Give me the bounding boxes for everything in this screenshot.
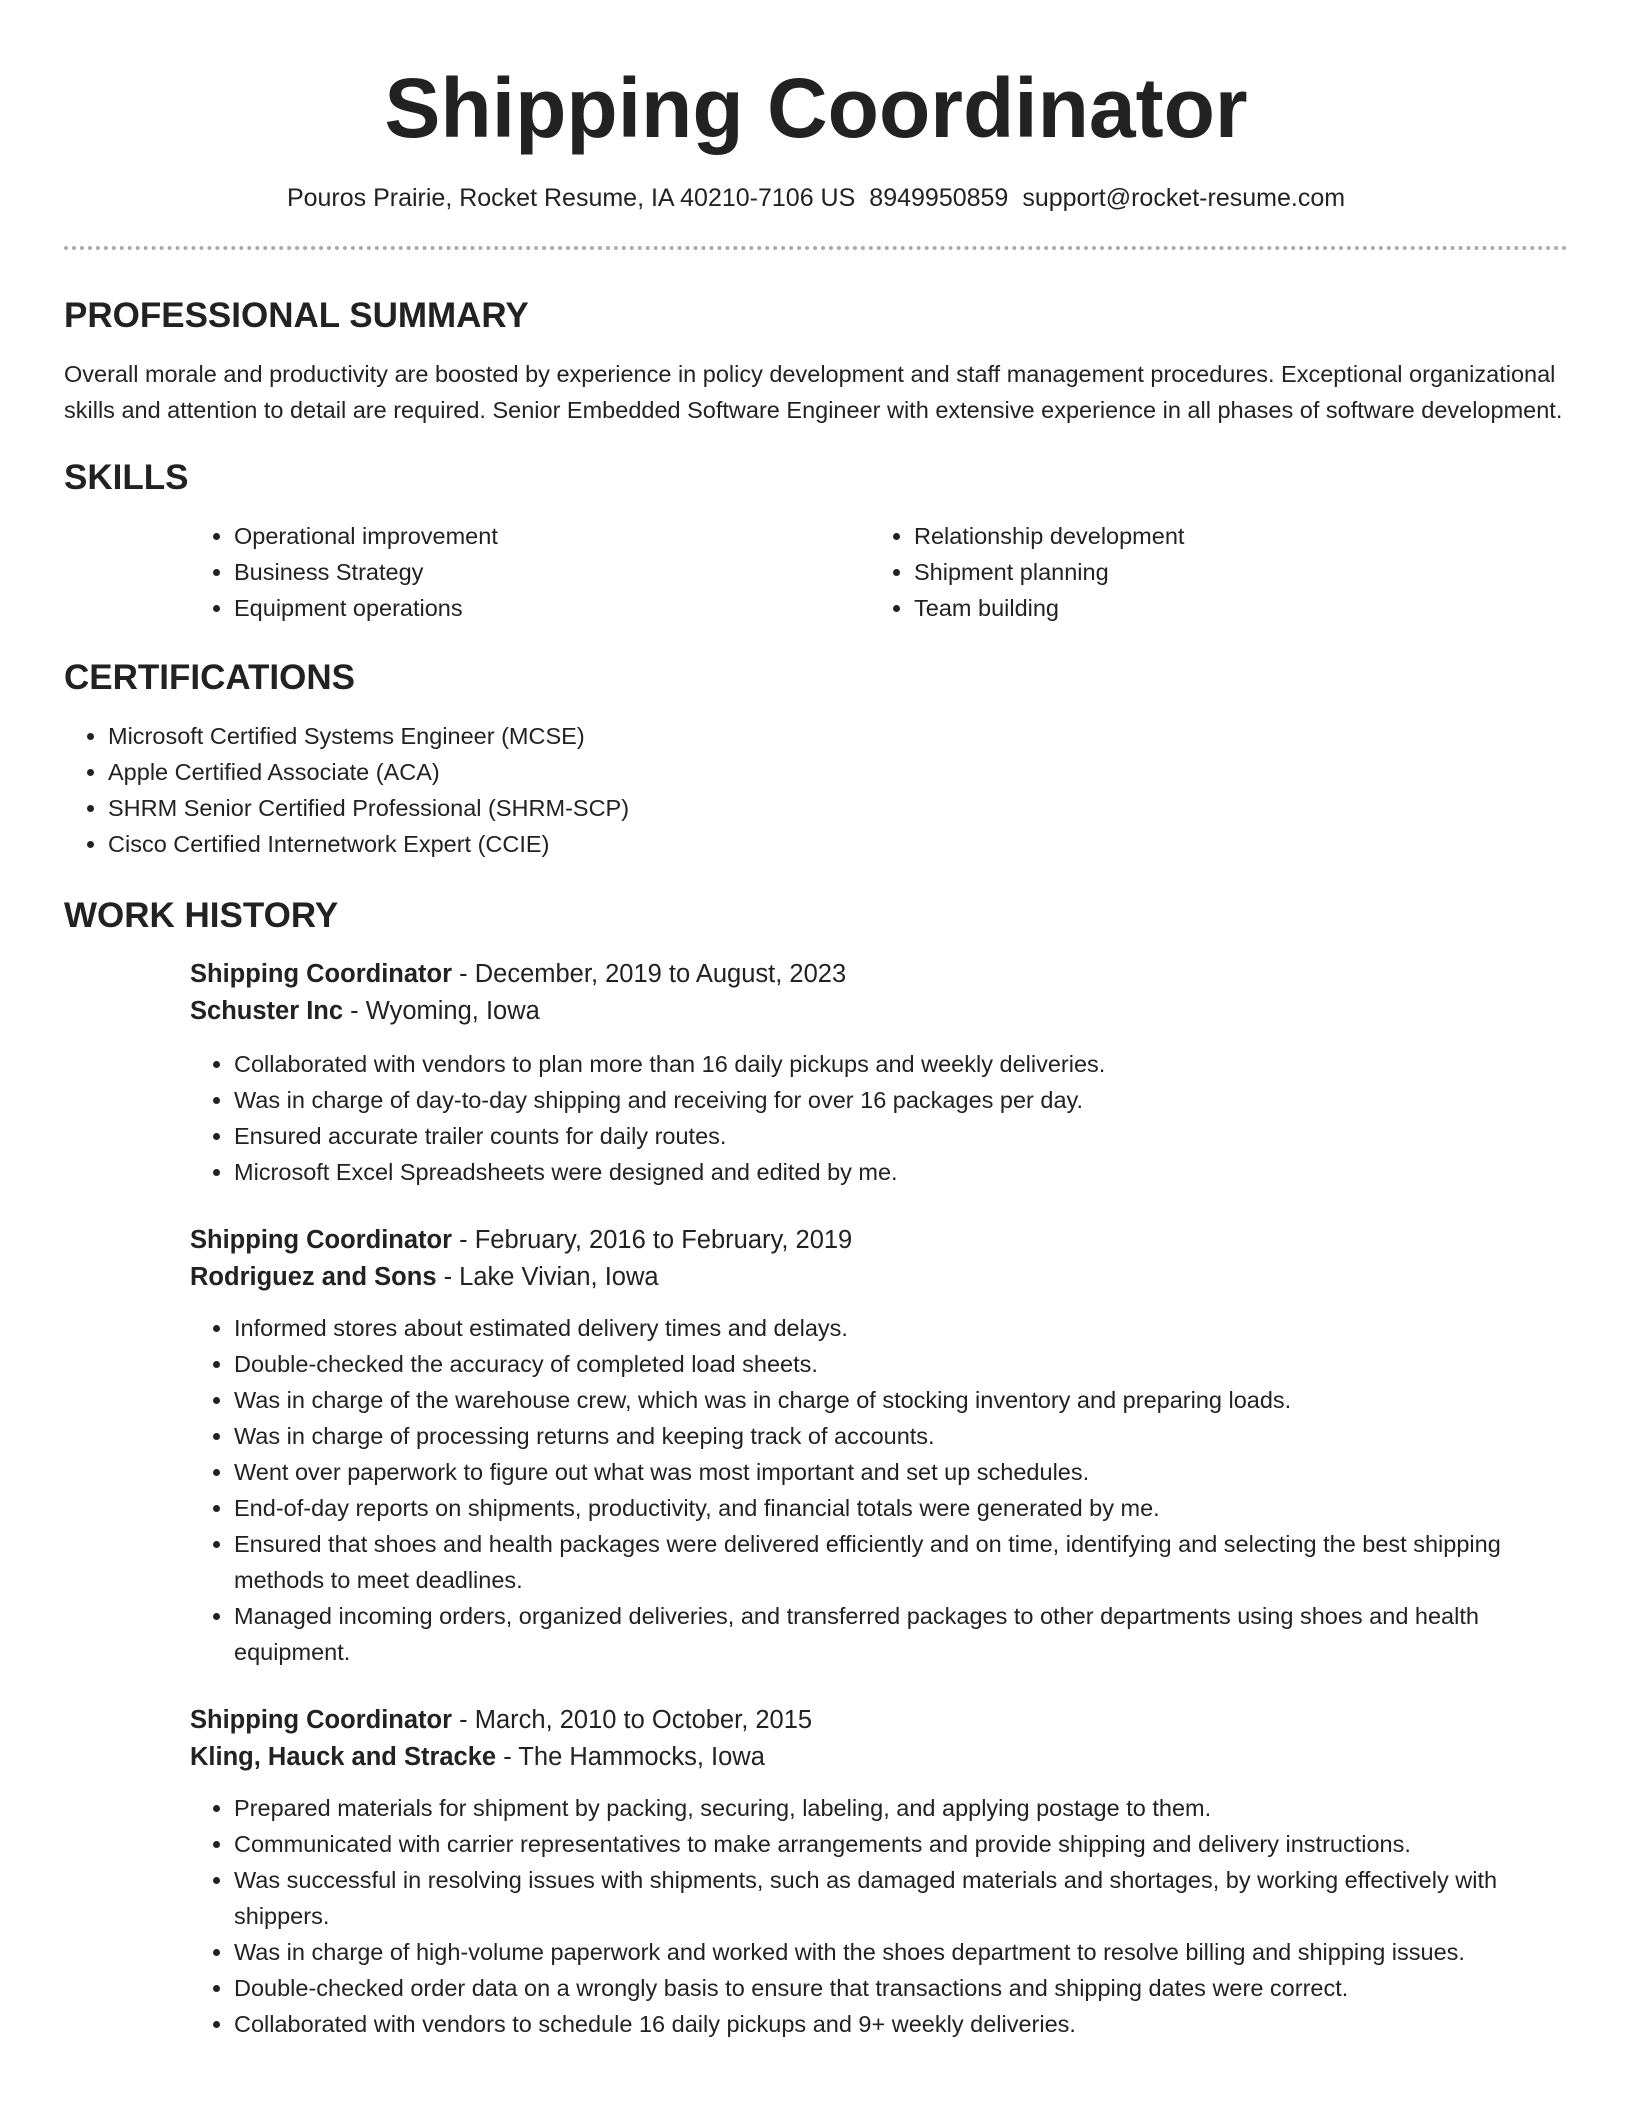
job-bullet: • End-of-day reports on shipments, productivity, and financial totals were generated by me. (234, 1490, 1568, 1526)
contact-phone: 8949950859 (869, 184, 1009, 212)
header-divider (64, 246, 1568, 250)
job-bullet: • Was successful in resolving issues with shipments, such as damaged materials and shortages, by working effectively with shippers. (234, 1862, 1568, 1934)
job-company-line (190, 1258, 1568, 1296)
job-role: Shipping Coordinator (190, 1706, 453, 1734)
job-location: - Lake Vivian, Iowa (436, 1263, 659, 1291)
job-location: - Wyoming, Iowa (343, 997, 540, 1025)
job-bullet: • Collaborated with vendors to schedule 16 daily pickups and 9+ weekly deliveries. (234, 2006, 1568, 2042)
certification-item: • Microsoft Certified Systems Engineer (MCSE) (108, 718, 1568, 754)
job-location: - The Hammocks, Iowa (496, 1743, 765, 1771)
job-title-line (190, 1702, 1568, 1738)
job-role: Shipping Coordinator (190, 960, 453, 988)
job-bullet: • Ensured accurate trailer counts for daily routes. (234, 1118, 1568, 1154)
job-entry (190, 1702, 1568, 2042)
contact-line (64, 182, 1568, 214)
job-bullet: • Went over paperwork to figure out what was most important and set up schedules. (234, 1454, 1568, 1490)
skill-item: • Operational improvement (234, 518, 870, 554)
job-bullets (190, 1046, 1568, 1190)
job-dates: - February, 2016 to February, 2019 (452, 1226, 853, 1254)
job-bullet: • Double-checked the accuracy of completed load sheets. (234, 1346, 1568, 1382)
certification-item: • Apple Certified Associate (ACA) (108, 754, 1568, 790)
job-bullet: • Managed incoming orders, organized deliveries, and transferred packages to other departments using shoes and health equipment. (234, 1598, 1568, 1670)
resume-name: Shipping Coordinator (384, 61, 1248, 155)
job-dates: - December, 2019 to August, 2023 (452, 960, 847, 988)
skills-grid (190, 518, 1568, 626)
skills-column-left (190, 518, 870, 626)
skill-item: • Shipment planning (914, 554, 1550, 590)
work-history-heading: WORK HISTORY (64, 896, 339, 935)
job-entry (190, 956, 1568, 1190)
job-bullet: • Was in charge of the warehouse crew, which was in charge of stocking inventory and preparing loads. (234, 1382, 1568, 1418)
job-bullets (190, 1310, 1568, 1670)
job-bullet: • Collaborated with vendors to plan more than 16 daily pickups and weekly deliveries. (234, 1046, 1568, 1082)
job-title-line (190, 1222, 1568, 1258)
skill-item: • Relationship development (914, 518, 1550, 554)
summary-heading: PROFESSIONAL SUMMARY (64, 296, 529, 335)
summary-section (64, 294, 1568, 428)
contact-address: Pouros Prairie, Rocket Resume, IA 40210-7106 US (286, 184, 856, 212)
job-dates: - March, 2010 to October, 2015 (452, 1706, 813, 1734)
skill-item: • Team building (914, 590, 1550, 626)
job-bullet: • Microsoft Excel Spreadsheets were designed and edited by me. (234, 1154, 1568, 1190)
skill-item: • Business Strategy (234, 554, 870, 590)
job-role: Shipping Coordinator (190, 1226, 453, 1254)
summary-text: Overall morale and productivity are boosted by experience in policy development and staff management procedures. Exceptional organizational skills and attention to detail are required. Senior Embedded Software Engineer with extensive experience in all phases of software development. (64, 361, 1563, 423)
job-company: Rodriguez and Sons (190, 1263, 437, 1291)
job-company-line (190, 992, 1568, 1030)
job-bullet: • Double-checked order data on a wrongly basis to ensure that transactions and shipping dates were correct. (234, 1970, 1568, 2006)
certifications-section (64, 656, 1568, 862)
job-bullet: • Was in charge of high-volume paperwork and worked with the shoes department to resolve billing and shipping issues. (234, 1934, 1568, 1970)
skills-column-right (870, 518, 1550, 626)
job-bullet: • Communicated with carrier representatives to make arrangements and provide shipping and delivery instructions. (234, 1826, 1568, 1862)
job-entry (190, 1222, 1568, 1670)
job-bullet: • Informed stores about estimated delivery times and delays. (234, 1310, 1568, 1346)
job-bullet: • Was in charge of processing returns and keeping track of accounts. (234, 1418, 1568, 1454)
job-bullet: • Prepared materials for shipment by packing, securing, labeling, and applying postage to them. (234, 1790, 1568, 1826)
work-history-section (64, 894, 1568, 2042)
skill-item: • Equipment operations (234, 590, 870, 626)
job-company-line (190, 1738, 1568, 1776)
certification-item: • SHRM Senior Certified Professional (SHRM-SCP) (108, 790, 1568, 826)
job-company: Kling, Hauck and Stracke (190, 1743, 497, 1771)
job-bullet: • Ensured that shoes and health packages were delivered efficiently and on time, identifying and selecting the best shipping methods to meet deadlines. (234, 1526, 1568, 1598)
skills-section (64, 456, 1568, 626)
certifications-list (64, 718, 1568, 862)
skills-heading: SKILLS (64, 458, 189, 497)
certification-item: • Cisco Certified Internetwork Expert (CCIE) (108, 826, 1568, 862)
job-title-line (190, 956, 1568, 992)
certifications-heading: CERTIFICATIONS (64, 658, 356, 697)
job-bullet: • Was in charge of day-to-day shipping and receiving for over 16 packages per day. (234, 1082, 1568, 1118)
job-bullets (190, 1790, 1568, 2042)
job-company: Schuster Inc (190, 997, 344, 1025)
contact-email: support@rocket-resume.com (1022, 184, 1346, 212)
